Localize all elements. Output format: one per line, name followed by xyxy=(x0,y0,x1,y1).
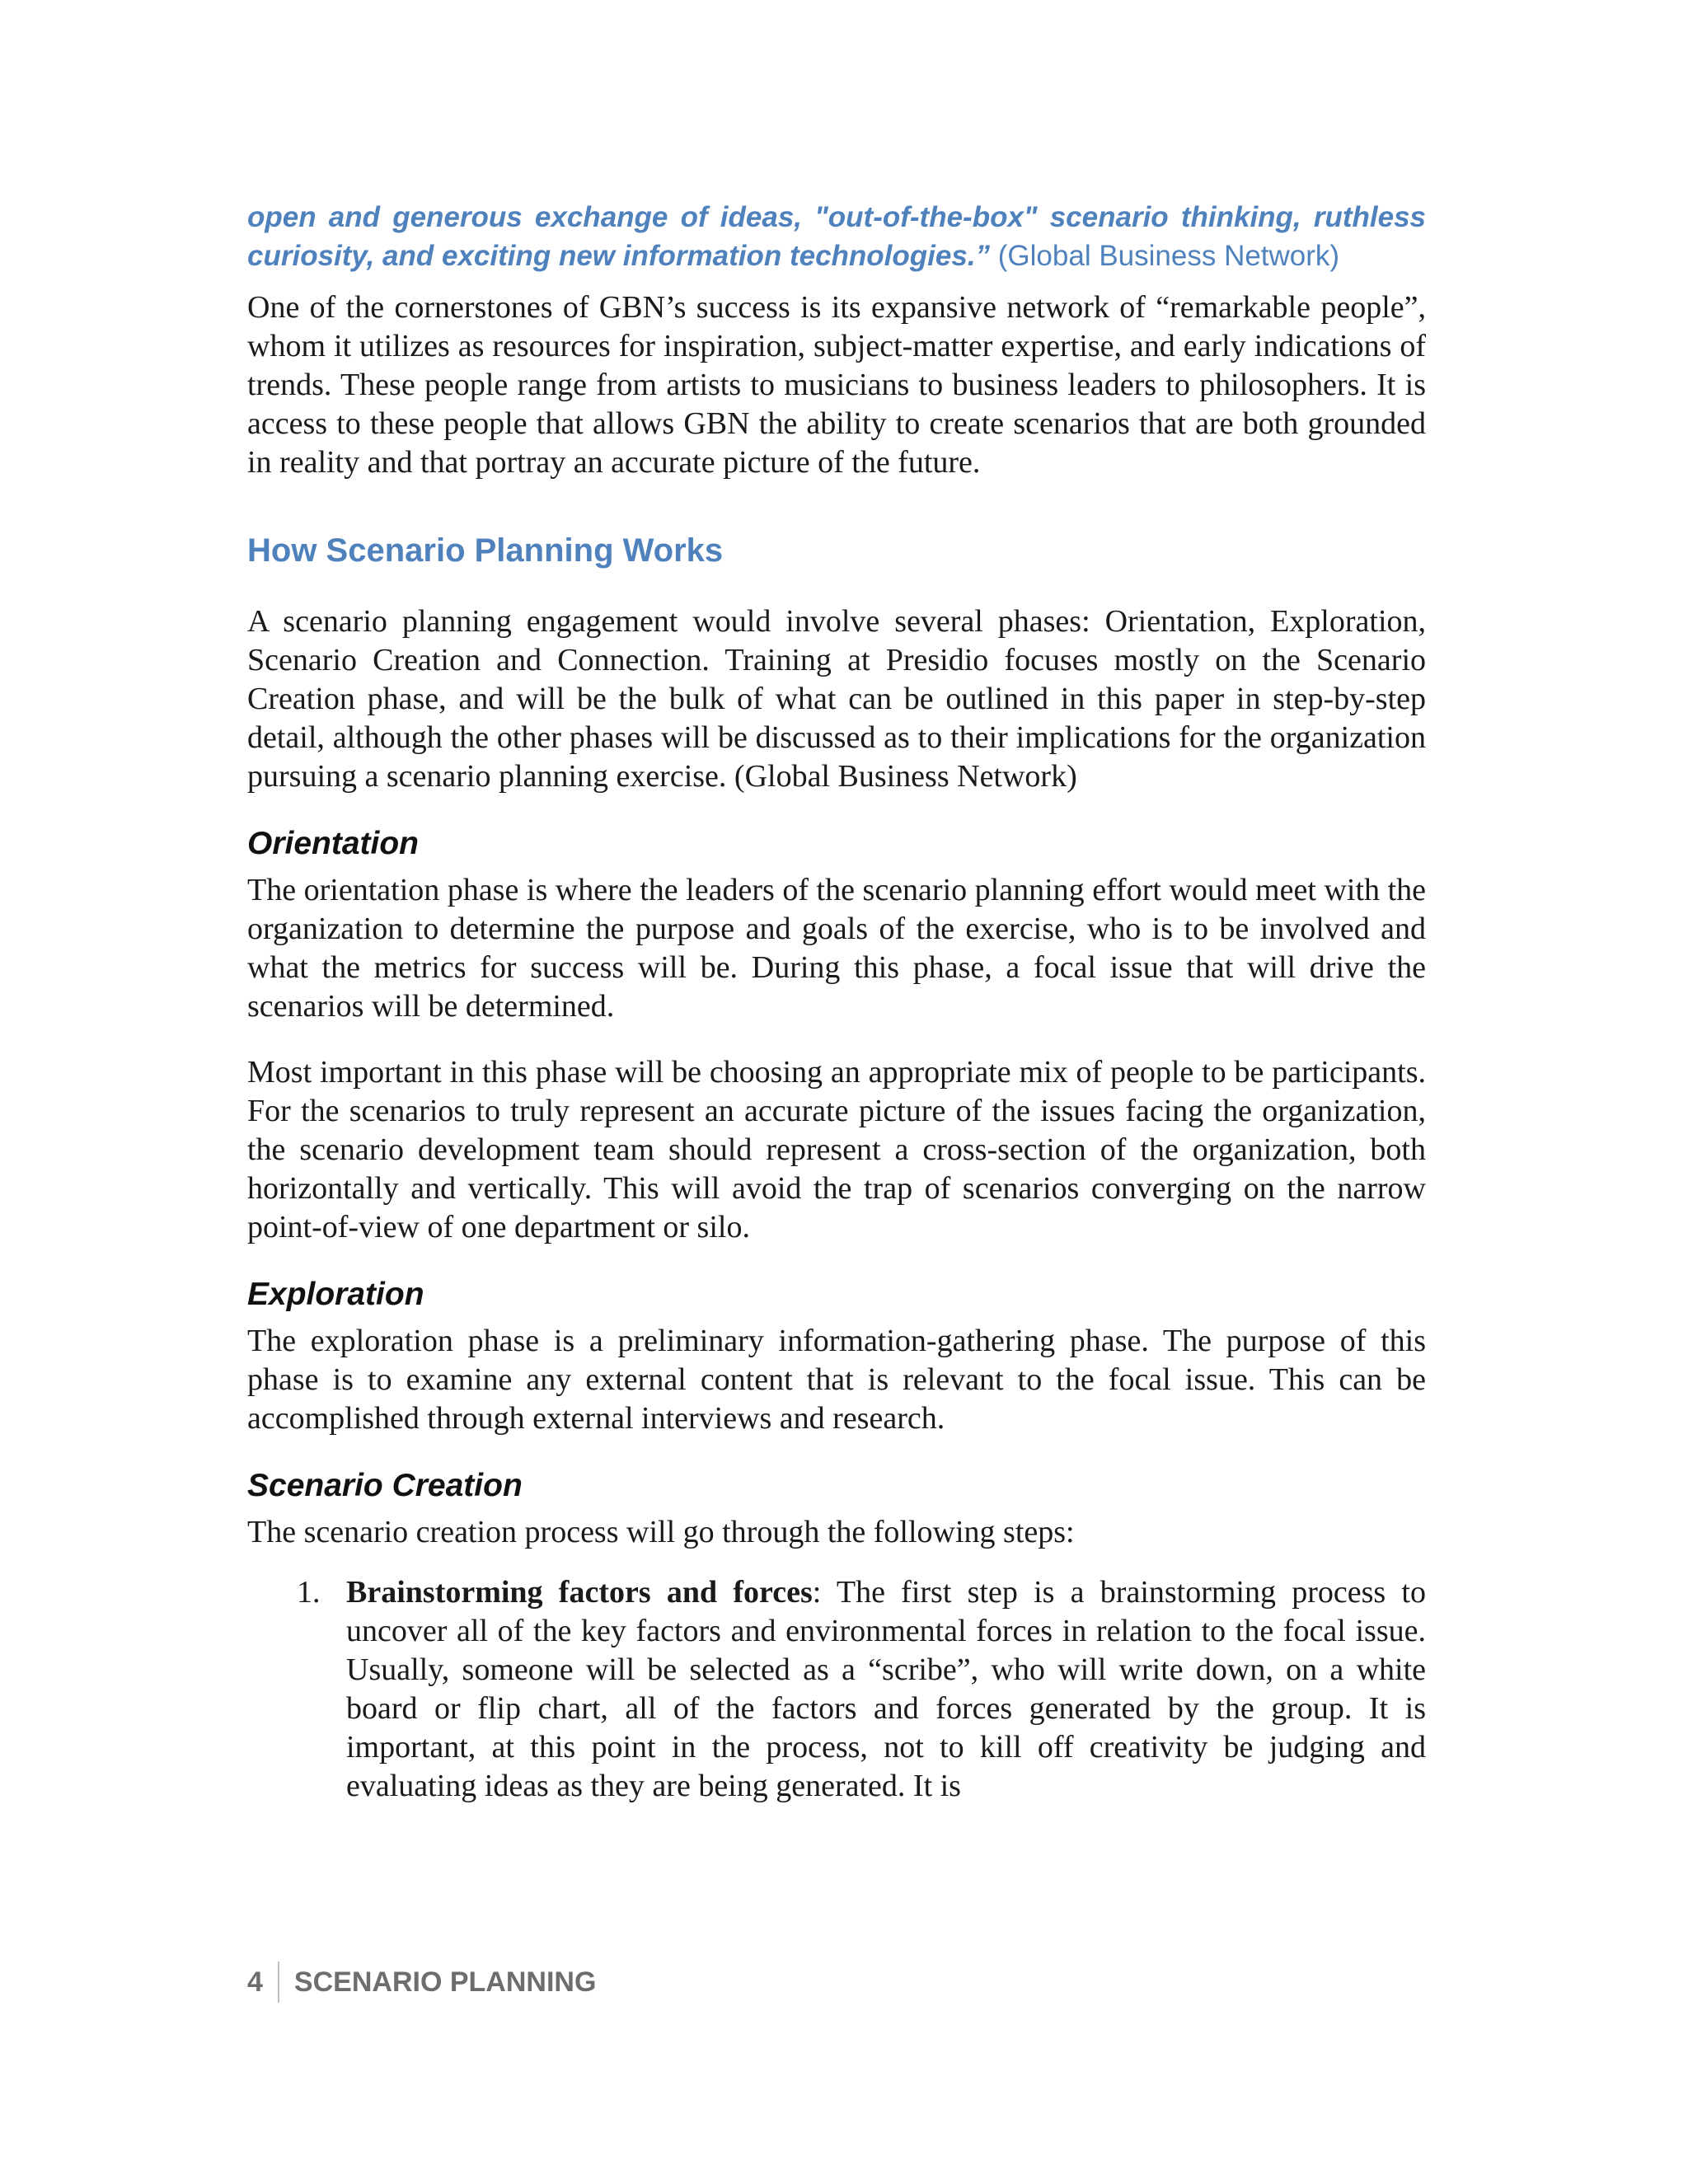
intro-paragraph: One of the cornerstones of GBN’s success is its expansive network of “remarkable people”, whom it utilizes as resources for inspiration, subject-matter expertise, and early indications of trends. These people range from artists to musicians to business leaders to philosophers. It is access to these people that allows GBN the ability to create scenarios that are both grounded in reality and that portray an accurate picture of the future. xyxy=(247,290,1426,480)
orientation-paragraph-1: The orientation phase is where the leaders of the scenario planning effort would meet with the organization to determine the purpose and goals of the exercise, who is to be involved and what the metrics for success will be. During this phase, a focal issue that will drive the scenarios will be determined. xyxy=(247,873,1426,1024)
list-item-lead: Brainstorming factors and forces xyxy=(346,1575,813,1610)
page-footer xyxy=(247,1961,596,2003)
running-title: SCENARIO PLANNING xyxy=(293,1966,597,1998)
scenario-creation-intro: The scenario creation process will go through the following steps: xyxy=(247,1515,1075,1549)
orientation-paragraph-2: Most important in this phase will be choosing an appropriate mix of people to be participants. For the scenarios to truly represent an accurate picture of the issues facing the organization, the scenario development team should represent a cross-section of the organization, both horizontally and vertically. This will avoid the trap of scenarios converging on the narrow point-of-view of one department or silo. xyxy=(247,1055,1426,1244)
list-item-number: 1. xyxy=(297,1575,321,1610)
orientation-heading: Orientation xyxy=(247,826,420,861)
list-item xyxy=(297,1573,1426,1806)
scenario-creation-heading: Scenario Creation xyxy=(247,1468,523,1503)
section-paragraph: A scenario planning engagement would involve several phases: Orientation, Exploration, Scenario Creation and Connection. Training at Presidio focuses mostly on the Scenario Creation phase, and will be the bulk of what can be outlined in this paper in step-by-step detail, although the other phases will be discussed as to their implications for the organization pursuing a scenario planning exercise. (Global Business Network) xyxy=(247,604,1426,794)
quote-text: open and generous exchange of ideas, "out-of-the-box" scenario thinking, ruthless curiosity, and exciting new information technologies.” xyxy=(247,201,1426,272)
steps-list xyxy=(247,1573,1426,1806)
exploration-paragraph: The exploration phase is a preliminary information-gathering phase. The purpose of this phase is to examine any external content that is relevant to the focal issue. This can be accomplished through external interviews and research. xyxy=(247,1324,1426,1436)
page-content xyxy=(247,198,1426,1806)
page-number: 4 xyxy=(247,1966,263,1998)
list-item-text: : The first step is a brainstorming process to uncover all of the key factors and environmental forces in relation to the focal issue. Usually, someone will be selected as a “scribe”, who will write down, on a white board or flip chart, all of the factors and forces generated by the group. It is important, at this point in the process, not to kill off creativity be judging and evaluating ideas as they are being generated. It is xyxy=(346,1575,1426,1803)
quote-source: (Global Business Network) xyxy=(990,240,1340,272)
exploration-heading: Exploration xyxy=(247,1277,424,1312)
section-heading: How Scenario Planning Works xyxy=(247,532,724,569)
quote-block xyxy=(247,198,1426,275)
footer-divider xyxy=(278,1961,279,2003)
